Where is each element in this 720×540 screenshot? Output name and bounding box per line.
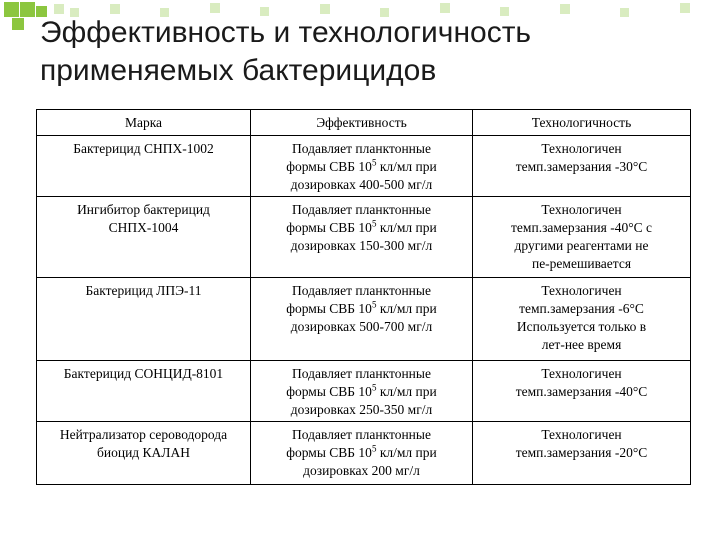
cell-technology [473, 361, 691, 422]
efficiency-text: формы СВБ 10 [286, 220, 372, 235]
bactericides-table [36, 109, 691, 485]
header-efficiency: Эффективность [251, 110, 473, 136]
efficiency-text: дозировках 150-300 мг/л [290, 238, 433, 253]
brand-line: Бактерицид ЛПЭ-11 [85, 283, 202, 298]
cell-efficiency [251, 197, 473, 278]
efficiency-text: дозировках 500-700 мг/л [290, 319, 433, 334]
decor-square [20, 2, 35, 17]
exponent: 5 [371, 157, 377, 168]
brand-line: Нейтрализатор сероводорода [59, 427, 228, 442]
brand-line: биоцид КАЛАН [97, 445, 190, 460]
technology-line: лет-нее время [541, 337, 622, 352]
exponent: 5 [371, 218, 377, 229]
exponent: 5 [371, 443, 377, 454]
cell-efficiency [251, 361, 473, 422]
efficiency-line [256, 444, 467, 462]
cell-brand [37, 197, 251, 278]
efficiency-text: дозировках 200 мг/л [303, 463, 420, 478]
efficiency-line [256, 426, 467, 444]
cell-efficiency [251, 422, 473, 485]
technology-line: Используется только в [516, 319, 647, 334]
efficiency-text: кл/мл при [376, 220, 437, 235]
cell-efficiency [251, 278, 473, 361]
efficiency-line [256, 237, 467, 255]
efficiency-line [256, 201, 467, 219]
decor-square [110, 4, 120, 14]
table-row [37, 422, 691, 485]
table-row [37, 361, 691, 422]
efficiency-line [256, 300, 467, 318]
efficiency-text: кл/мл при [376, 159, 437, 174]
table-header-row [37, 110, 691, 136]
decor-square [320, 4, 330, 14]
efficiency-text: формы СВБ 10 [286, 301, 372, 316]
efficiency-line [256, 365, 467, 383]
technology-line: Технологичен [541, 141, 622, 156]
technology-line: темп.замерзания -40°С [515, 384, 648, 399]
efficiency-text: Подавляет планктонные [292, 283, 431, 298]
brand-line: СНПХ-1004 [108, 220, 179, 235]
technology-line: темп.замерзания -30°С [515, 159, 648, 174]
table-row [37, 136, 691, 197]
cell-brand [37, 278, 251, 361]
efficiency-line [256, 462, 467, 480]
exponent: 5 [371, 299, 377, 310]
cell-brand [37, 361, 251, 422]
efficiency-text: кл/мл при [376, 384, 437, 399]
efficiency-line [256, 401, 467, 419]
decor-square [4, 2, 19, 17]
brand-line: Бактерицид СОНЦИД-8101 [63, 366, 224, 381]
decor-square [210, 3, 220, 13]
cell-technology [473, 422, 691, 485]
slide-title-line: Эффективность и технологичность [40, 16, 532, 49]
decor-square [440, 3, 450, 13]
efficiency-text: кл/мл при [376, 301, 437, 316]
decor-square [680, 3, 690, 13]
cell-technology [473, 136, 691, 197]
technology-line: Технологичен [541, 202, 622, 217]
technology-line: другими реагентами не [514, 238, 649, 253]
table-row [37, 197, 691, 278]
technology-line: темп.замерзания -40°С с [511, 220, 652, 235]
brand-line: Бактерицид СНПХ-1002 [73, 141, 214, 156]
technology-line: пе-ремешивается [531, 256, 632, 271]
technology-line: Технологичен [541, 427, 622, 442]
exponent: 5 [371, 382, 377, 393]
efficiency-line [256, 158, 467, 176]
efficiency-text: Подавляет планктонные [292, 141, 431, 156]
efficiency-text: дозировках 250-350 мг/л [290, 402, 433, 417]
technology-line: Технологичен [541, 366, 622, 381]
efficiency-text: Подавляет планктонные [292, 427, 431, 442]
efficiency-text: Подавляет планктонные [292, 202, 431, 217]
brand-line: Ингибитор бактерицид [77, 202, 210, 217]
table-row [37, 278, 691, 361]
efficiency-line [256, 140, 467, 158]
efficiency-line [256, 383, 467, 401]
cell-efficiency [251, 136, 473, 197]
cell-technology [473, 197, 691, 278]
header-brand: Марка [37, 110, 251, 136]
efficiency-line [256, 219, 467, 237]
cell-brand [37, 136, 251, 197]
efficiency-line [256, 176, 467, 194]
technology-line: темп.замерзания -6°С [519, 301, 644, 316]
cell-brand [37, 422, 251, 485]
technology-line: Технологичен [541, 283, 622, 298]
technology-line: темп.замерзания -20°С [515, 445, 648, 460]
slide-title [40, 14, 700, 90]
efficiency-text: формы СВБ 10 [286, 159, 372, 174]
efficiency-text: кл/мл при [376, 445, 437, 460]
decor-square [560, 4, 570, 14]
header-technology: Технологичность [473, 110, 691, 136]
efficiency-line [256, 318, 467, 336]
efficiency-text: Подавляет планктонные [292, 366, 431, 381]
cell-technology [473, 278, 691, 361]
efficiency-line [256, 282, 467, 300]
decor-square [54, 4, 64, 14]
slide-title-line: применяемых бактерицидов [40, 54, 437, 87]
decor-square [12, 18, 24, 30]
efficiency-text: дозировках 400-500 мг/л [290, 177, 433, 192]
efficiency-text: формы СВБ 10 [286, 384, 372, 399]
efficiency-text: формы СВБ 10 [286, 445, 372, 460]
